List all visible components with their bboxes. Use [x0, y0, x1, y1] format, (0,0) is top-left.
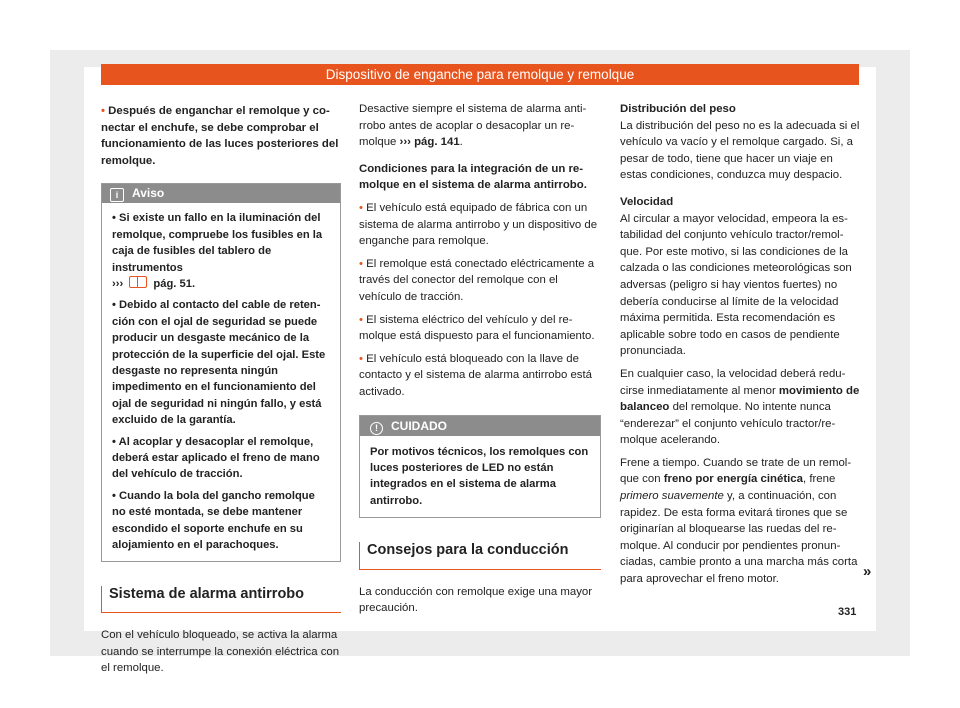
intro-text: Desactive siempre el sistema de alarma antirrobo antes de acoplar o desacoplar un remolque	[359, 103, 587, 149]
note-item-text: Cuando la bola del gancho remolque no esté montada, se debe mantener escondido el soporte enchufe en su alojamiento en el parachoques.	[112, 489, 315, 552]
column-3	[620, 101, 860, 588]
condition-item	[359, 312, 601, 345]
ref-page: pág. 51.	[153, 278, 196, 290]
braking-term: freno por energía cinética	[663, 473, 803, 486]
caution-box	[359, 415, 601, 519]
info-icon: i	[110, 188, 124, 202]
note-title: Aviso	[132, 186, 165, 201]
page-reference-link[interactable]: ››› pág. 141	[399, 136, 460, 149]
sway-term: movimiento de balanceo	[620, 384, 860, 414]
sway-paragraph	[620, 366, 860, 449]
column-2	[359, 101, 601, 617]
section-text-alarm: Con el vehículo bloqueado, se activa la alarma cuando se interrumpe la conexión eléctrica con el remolque.	[101, 629, 340, 675]
caution-title: CUIDADO	[391, 418, 447, 433]
condition-item	[359, 256, 601, 306]
bullet-icon: •	[359, 257, 363, 270]
sway-text-a: En cualquier caso, la velocidad deberá reducirse inmediatamente al menor	[620, 367, 846, 397]
caution-icon: !	[370, 422, 383, 435]
caution-body: Por motivos técnicos, los remolques con luces posteriores de LED no están integrados en el sistema de alarma antirrobo.	[370, 445, 589, 507]
note-item-text: Al acoplar y desacoplar el remolque, deberá estar aplicado el freno de mano del vehículo de tracción.	[112, 435, 320, 481]
condition-text: El vehículo está bloqueado con la llave de contacto y el sistema de alarma antirrobo está activado.	[359, 352, 592, 398]
bullet-icon: •	[101, 105, 105, 117]
braking-text-a: Frene a tiempo. Cuando se trate de un remolque con	[620, 456, 852, 486]
book-icon	[129, 276, 147, 288]
sway-text-c: del remolque. No intente nunca “enderezar” el conjunto vehículo tractor/remolque acelerando.	[620, 401, 836, 447]
page-number: 331	[838, 606, 857, 618]
note-item-text: Si existe un fallo en la iluminación del remolque, compruebe los fusibles en la caja de fusibles del tablero de instrumentos	[112, 212, 323, 274]
condition-text: El sistema eléctrico del vehículo y del remolque está dispuesto para el funcionamiento.	[359, 313, 595, 343]
intro-paragraph: Desactive siempre el sistema de alarma antirrobo antes de acoplar o desacoplar un remolque ››› pág. 141.	[359, 103, 587, 149]
condition-text: El vehículo está equipado de fábrica con un sistema de alarma antirrobo y un dispositivo de enganche para remolque.	[359, 201, 598, 248]
cross-reference[interactable]	[112, 278, 195, 290]
speed-text: Al circular a mayor velocidad, empeora la estabilidad del conjunto vehículo tractor/remolque. Por este motivo, si las condiciones de la calzada o las condiciones meteorológicas son adversas (peligro si hay vientos fuertes) no debería conducirse al límite de la velocidad máxima permitida. Esta recomendación es aplicable sobre todo en casos de pendiente pronunciada.	[620, 212, 852, 358]
continue-mark: »	[863, 563, 872, 580]
intro-bullet	[101, 103, 341, 169]
braking-emphasis: primero suavemente	[620, 490, 724, 503]
column-1	[101, 103, 341, 677]
weight-text: La distribución del peso no es la adecuada si el vehículo va vacío y el remolque cargado. Si, a pesar de todo, tiene que hacer un viaje en estas condiciones, conduzca muy despacio.	[620, 119, 860, 182]
note-item: • Debido al contacto del cable de retención con el ojal de seguridad se puede producir un desgaste mecánico de la protección de la superficie del ojal. Este desgaste no representa ningún impedimento en el funcionamiento del ojal de seguridad ni ningún fallo, y está excluido de la garantía.	[112, 299, 326, 427]
braking-text-c: , frene	[802, 473, 836, 486]
bullet-icon: •	[359, 352, 363, 365]
braking-text-e: y, a continuación, con rapidez. De esta forma evitará tirones que se originarían al bloquearse las ruedas del remolque. Al conducir por pendientes pronunciadas, cambie pronto a una marcha más corta para aprovechar el freno motor.	[620, 490, 858, 586]
condition-text: El remolque está conectado eléctricamente a través del conector del remolque con el vehículo de tracción.	[359, 257, 595, 303]
note-item-text: Debido al contacto del cable de retención con el ojal de seguridad se puede producir un desgaste mecánico de la protección de la superficie del ojal. Este desgaste no representa ningún impedimento en el funcionamiento del ojal de seguridad ni ningún fallo, y está excluido de la garantía.	[112, 299, 326, 427]
note-item: • Al acoplar y desacoplar el remolque, deberá estar aplicado el freno de mano del vehículo de tracción.	[112, 435, 320, 481]
note-item: • Si existe un fallo en la iluminación del remolque, compruebe los fusibles en la caja de fusibles del tablero de instrumentos ››› pág. 51.	[112, 212, 323, 290]
condition-item	[359, 351, 601, 401]
condition-item	[359, 200, 601, 250]
section-text-driving: La conducción con remolque exige una mayor precaución.	[359, 585, 593, 615]
conditions-heading: Condiciones para la integración de un remolque en el sistema de alarma antirrobo.	[359, 162, 587, 192]
note-item: • Cuando la bola del gancho remolque no esté montada, se debe mantener escondido el soporte enchufe en su alojamiento en el parachoques.	[112, 489, 315, 552]
bullet-icon: •	[359, 201, 363, 214]
weight-heading: Distribución del peso	[620, 103, 736, 115]
caution-header	[360, 416, 600, 436]
section-title-alarm: Sistema de alarma antirrobo	[101, 586, 341, 614]
speed-heading: Velocidad	[620, 195, 674, 208]
note-box	[101, 183, 341, 561]
intro-bullet-text: Después de enganchar el remolque y conectar el enchufe, se debe comprobar el funcionamiento de las luces posteriores del remolque.	[101, 105, 339, 167]
braking-paragraph	[620, 455, 860, 588]
ref-arrows: ›››	[112, 278, 124, 290]
section-title-driving: Consejos para la conducción	[359, 542, 601, 570]
note-header	[102, 184, 340, 203]
note-body	[102, 203, 340, 560]
bullet-icon: •	[359, 313, 363, 326]
chapter-header: Dispositivo de enganche para remolque y remolque	[101, 64, 859, 85]
